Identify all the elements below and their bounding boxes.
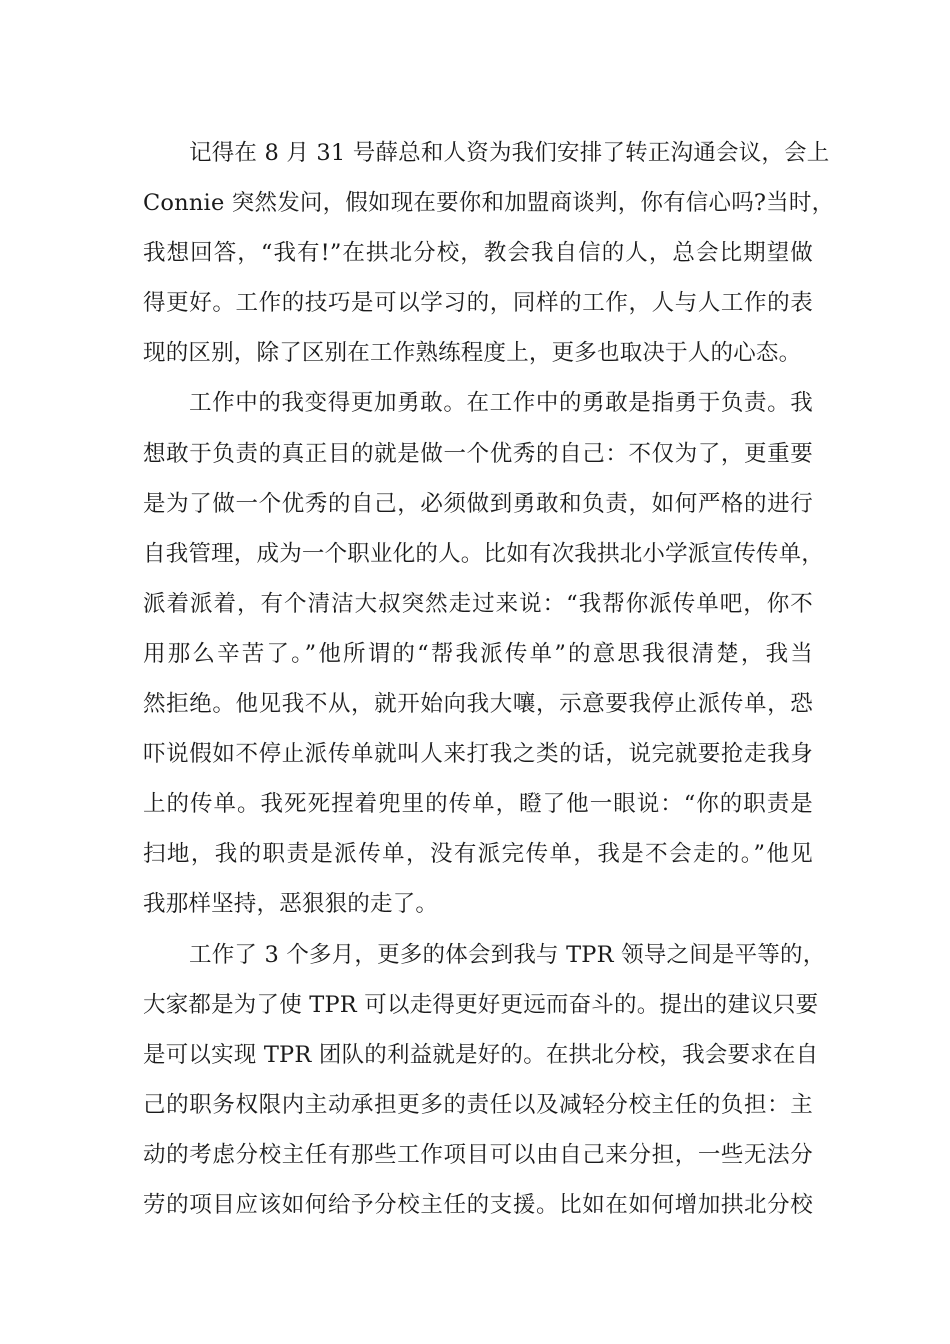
text-line: 想敢于负责的真正目的就是做一个优秀的自己：不仅为了，更重要 [143,440,813,467]
text-line: 我那样坚持，恶狠狠的走了。 [143,891,439,918]
paragraph-1 [143,133,835,383]
text-line: 工作了 3 个多月，更多的体会到我与 TPR 领导之间是平等的， [189,941,826,968]
text-line: 动的考虑分校主任有那些工作项目可以由自己来分担，一些无法分 [143,1141,813,1168]
text-line: 工作中的我变得更加勇敢。在工作中的勇敢是指勇于负责。我 [189,390,813,417]
text-line: 然拒绝。他见我不从，就开始向我大嚷，示意要我停止派传单，恐 [143,691,813,718]
text-line: 己的职务权限内主动承担更多的责任以及减轻分校主任的负担：主 [143,1091,813,1118]
text-line: 派着派着，有个清洁大叔突然走过来说：“我帮你派传单吧，你不 [143,590,813,617]
body-text [143,133,835,1235]
text-line: 用那么辛苦了。”他所谓的“帮我派传单”的意思我很清楚，我当 [143,640,813,667]
text-line: 得更好。工作的技巧是可以学习的，同样的工作，人与人工作的表 [143,290,813,317]
text-line: 是可以实现 TPR 团队的利益就是好的。在拱北分校，我会要求在自 [143,1041,819,1068]
text-line: 吓说假如不停止派传单就叫人来打我之类的话，说完就要抢走我身 [143,741,813,768]
text-line: 是为了做一个优秀的自己，必须做到勇敢和负责，如何严格的进行 [143,490,813,517]
text-line: 劳的项目应该如何给予分校主任的支援。比如在如何增加拱北分校 [143,1191,813,1218]
text-line: 记得在 8 月 31 号薛总和人资为我们安排了转正沟通会议，会上 [189,140,830,166]
text-line: Connie 突然发问，假如现在要你和加盟商谈判，你有信心吗?当时， [143,190,835,217]
text-line: 上的传单。我死死捏着兜里的传单，瞪了他一眼说：“你的职责是 [143,791,813,818]
text-line: 我想回答，“我有!”在拱北分校，教会我自信的人，总会比期望做 [143,240,813,267]
text-line: 现的区别，除了区别在工作熟练程度上，更多也取决于人的心态。 [143,340,802,367]
text-line: 扫地，我的职责是派传单，没有派完传单，我是不会走的。”他见 [143,841,813,868]
paragraph-3 [143,935,826,1236]
text-line: 大家都是为了使 TPR 可以走得更好更远而奋斗的。提出的建议只要 [143,991,819,1018]
text-line: 自我管理，成为一个职业化的人。比如有次我拱北小学派宣传传单， [143,540,825,567]
paragraph-2 [143,383,825,934]
